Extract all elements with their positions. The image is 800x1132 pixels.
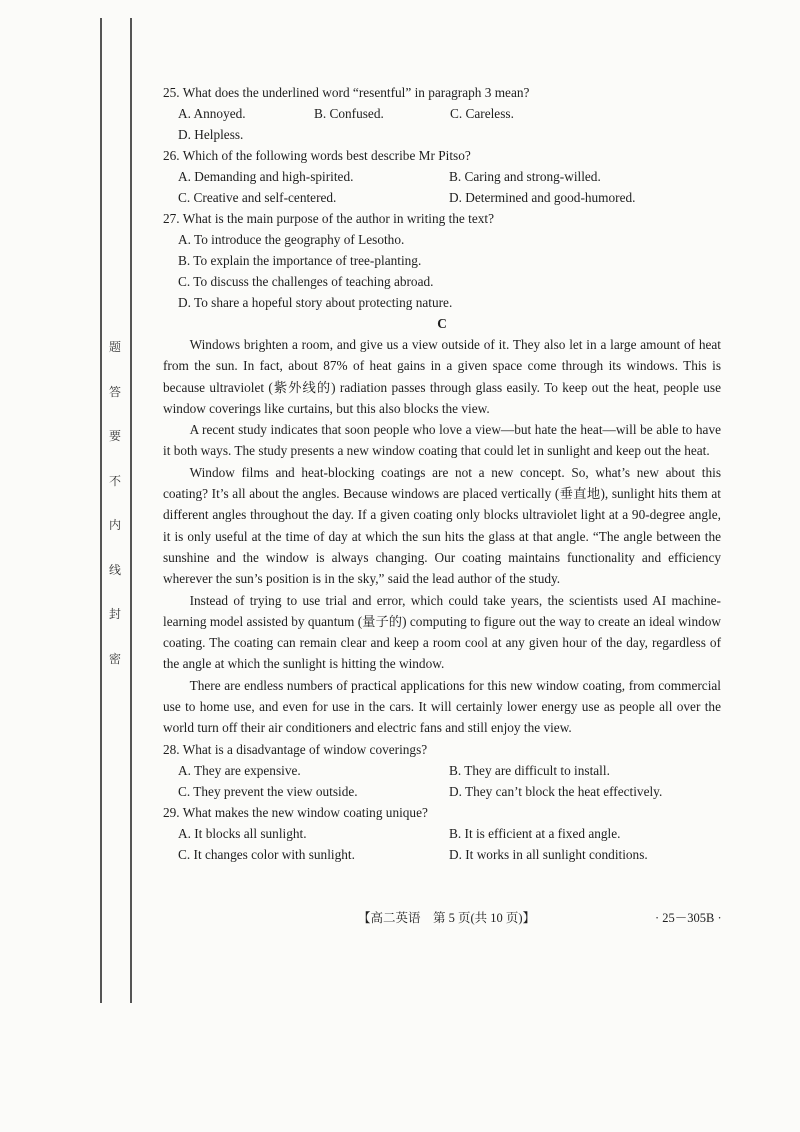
option: B. Confused. — [314, 106, 384, 121]
option: C. Creative and self-centered. — [178, 190, 337, 205]
passage-paragraph: Window films and heat-blocking coatings are not a new concept. So, what’s new about this coating? It’s all about the angles. Because windows are placed vertically (垂直地), sunlight hits them at different angles throughout the day. If a given coating only blocks ultraviolet light at a 90-degree angle, it is only useful at the time of day at which the sun hits the glass at that angle. “The angle between the sunshine and the window is always changing. Our coating maintains functionality and efficiency wherever the sun’s position is in the sky,” said the lead author of the study. — [163, 464, 721, 587]
option: A. They are expensive. — [178, 762, 301, 778]
exam-code: · 25－305B · — [655, 911, 722, 925]
option: C. Careless. — [450, 106, 514, 121]
section-heading: C — [437, 316, 447, 331]
passage-paragraph: Windows brighten a room, and give us a view outside of it. They also let in a large amount of heat from the sun. In fact, about 87% of heat gains in a given space come through its windows. This is because ultraviolet (紫外线的) radiation passes through glass easily. To keep out the heat, people use window coverings like curtains, but this also blocks the view. — [163, 337, 721, 416]
margin-char: 密 — [108, 651, 121, 666]
option: B. To explain the importance of tree-planting. — [178, 253, 422, 268]
option: A. It blocks all sunlight. — [178, 825, 307, 841]
question-28-options — [163, 760, 721, 802]
question-26: 26. Which of the following words best describe Mr Pitso? — [163, 148, 471, 163]
option: A. Demanding and high-spirited. — [178, 169, 354, 184]
binding-line-right — [130, 18, 132, 1003]
margin-char: 封 — [108, 607, 121, 621]
question-26-options — [163, 166, 721, 208]
option: C. It changes color with sunlight. — [178, 846, 355, 862]
page-footer: 【高二英语 第 5 页(共 10 页)】 — [358, 911, 536, 925]
margin-char: 不 — [108, 473, 121, 488]
margin-char: 线 — [108, 562, 121, 577]
option: C. To discuss the challenges of teaching abroad. — [178, 274, 434, 289]
question-27: 27. What is the main purpose of the author in writing the text? — [163, 211, 494, 226]
question-29: 29. What makes the new window coating unique? — [163, 804, 428, 820]
binding-line-left — [100, 18, 102, 1003]
option: A. To introduce the geography of Lesotho. — [178, 232, 405, 247]
option: D. To share a hopeful story about protecting nature. — [178, 295, 453, 310]
option: B. They are difficult to install. — [449, 762, 610, 778]
option: D. It works in all sunlight conditions. — [449, 846, 648, 862]
exam-content — [163, 82, 721, 865]
passage-paragraph: Instead of trying to use trial and error, which could take years, the scientists used AI machine-learning model assisted by quantum (量子的) computing to figure out the way to create an ideal window coating. The coating can remain clear and keep a room cool at any given hour of the day, regardless of the angle at which the sunlight is hitting the window. — [163, 592, 721, 672]
margin-char: 答 — [108, 384, 121, 399]
binding-margin-text — [104, 338, 126, 694]
option: B. Caring and strong-willed. — [449, 169, 601, 184]
margin-char: 题 — [108, 340, 121, 354]
question-27-options — [163, 229, 721, 313]
option: D. Determined and good-humored. — [449, 190, 636, 205]
passage-paragraph: A recent study indicates that soon people who love a view—but hate the heat—will be able to have it both ways. The study presents a new window coating that could let in sunlight and keep out the heat. — [163, 422, 721, 459]
option: D. They can’t block the heat effectively. — [449, 783, 663, 799]
passage-paragraph: There are endless numbers of practical applications for this new window coating, from commercial use to home use, and even for use in the cars. It will certainly lower energy use as people all over the world turn off their air conditioners and electric fans and still enjoy the view. — [163, 677, 721, 736]
question-28: 28. What is a disadvantage of window coverings? — [163, 741, 428, 757]
option: D. Helpless. — [178, 127, 244, 142]
margin-char: 内 — [108, 518, 121, 532]
option: C. They prevent the view outside. — [178, 783, 358, 799]
option: B. It is efficient at a fixed angle. — [449, 825, 621, 841]
question-25: 25. What does the underlined word “resentful” in paragraph 3 mean? — [163, 85, 530, 100]
question-29-options — [163, 823, 721, 865]
question-25-options — [163, 103, 721, 145]
margin-char: 要 — [108, 429, 121, 443]
option: A. Annoyed. — [178, 106, 246, 121]
